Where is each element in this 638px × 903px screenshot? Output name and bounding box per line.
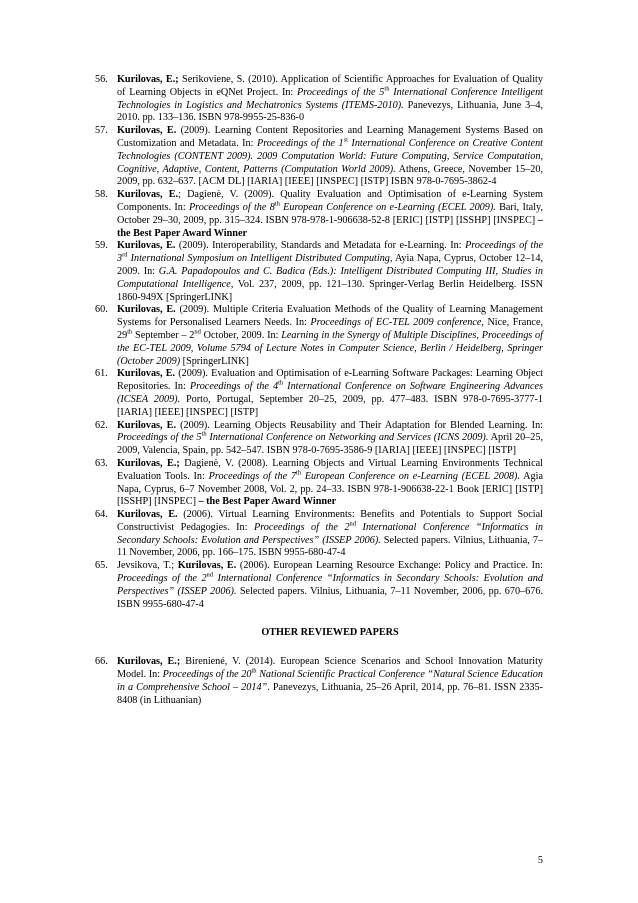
reference-text: th	[384, 85, 390, 93]
proceedings-title: International Symposium on Intelligent Distributed Computing,	[127, 253, 393, 265]
reference-number: 63.	[95, 457, 108, 469]
reference-entry	[95, 560, 543, 611]
reference-list	[95, 74, 543, 707]
author-name: – the Best Paper Award Winner	[198, 496, 337, 508]
page-number: 5	[537, 855, 543, 866]
proceedings-title: Proceedings of the 20	[162, 669, 252, 681]
proceedings-title: Proceedings of the 8	[188, 201, 275, 213]
proceedings-title: G.A. Papadopoulos and C. Badica (Eds.): Intelligent Distributed Computing III, Studies in Computational Intelligence	[117, 265, 543, 290]
proceedings-title: Proceedings of the 5	[117, 432, 202, 444]
author-name: Kurilovas, E.	[177, 560, 237, 572]
reference-text: (2009). Evaluation and Optimisation of e-Learning Software Packages: Learning Object Repositories. In:	[117, 368, 543, 393]
reference-text: , Nice, France, 29	[117, 317, 544, 341]
proceedings-title: European Conference on e-Learning (ECEL 2009).	[279, 201, 496, 213]
author-name: – the Best Paper Award Winner	[117, 214, 543, 239]
proceedings-title: Proceedings of the 2	[117, 573, 207, 585]
reference-number: 66.	[95, 656, 108, 668]
proceedings-title: Learning in the Synergy of Multiple Disciplines, Proceedings of the EC-TEL 2009, Volume 5794 of Lecture Notes in Computer Science, Berlin / Heidelberg, Springer (October 2009)	[117, 329, 543, 367]
reference-text: th	[295, 469, 302, 477]
reference-text: nd	[206, 571, 214, 579]
reference-text: Bari, Italy, October 29–30, 2009, pp. 315–324. ISBN 978-978-1-906638-52-8 [ERIC] [ISTP] [ISSHP] [INSPEC]	[117, 201, 544, 226]
author-name: Kurilovas, E.	[117, 509, 178, 521]
proceedings-title: International Conference on Creative Content Technologies (CONTENT 2009). 2009 Computation World: Future Computing, Service Computation, Cognitive, Adaptive, Content, Patterns (Computation World 2009).	[117, 137, 543, 175]
proceedings-title: National Scientific Practical Conference “Natural Science Education in a Comprehensive School – 2014”	[117, 669, 543, 693]
proceedings-title: International Conference “Informatics in Secondary Schools: Evolution and Perspectives” (ISSEP 2006).	[117, 521, 544, 546]
reference-text: (2009). Learning Content Repositories and Learning Management Systems Based on Customization and Metadata. In:	[117, 125, 543, 149]
author-name: Kurilovas, E.	[117, 368, 176, 380]
reference-text: (2009). Interoperability, Standards and Metadata for e-Learning. In:	[175, 240, 466, 252]
proceedings-title: International Conference Intelligent Technologies in Logistics and Mechatronics Systems (ITEMS-2010).	[117, 86, 543, 111]
reference-text: Dagienė, V. (2008). Learning Objects and Virtual Learning Environments Technical Evaluation Tools. In:	[117, 457, 543, 482]
reference-text: , Vol. 237, 2009, pp. 121–130. Springer-Verlag Berlin Heidelberg. ISSN 1860-949X [SpringerLINK]	[117, 278, 543, 303]
proceedings-title: Proceedings of the 4	[189, 381, 279, 393]
reference-text: Panevezys, Lithuania, June 3–4, 2010. pp. 133–136. ISBN 978-9955-25-836-0	[117, 99, 543, 124]
author-name: Kurilovas, E.	[117, 125, 177, 137]
reference-entry	[95, 509, 543, 560]
section-heading: OTHER REVIEWED PAPERS	[261, 627, 399, 639]
proceedings-title: Proceedings of the 3	[117, 240, 543, 265]
reference-text: th	[251, 667, 257, 675]
author-name: Kurilovas, E.	[117, 240, 176, 252]
reference-entry	[95, 656, 543, 707]
reference-text: Ayia Napa, Cyprus, October 12–14, 2009. In:	[117, 253, 543, 277]
reference-number: 61.	[95, 368, 108, 380]
reference-text: th	[278, 379, 284, 387]
proceedings-title: International Conference on Networking and Services (ICNS 2009).	[206, 432, 489, 444]
reference-entry	[95, 420, 543, 458]
reference-entry	[95, 304, 543, 368]
reference-entry	[95, 368, 543, 419]
reference-text: Serikoviene, S. (2010). Application of Scientific Approaches for Evaluation of Quality of Learning Objects in eQNet Project. In:	[117, 74, 543, 98]
other-reviewed-papers	[95, 656, 543, 707]
reference-number: 65.	[95, 560, 108, 572]
reference-text: th	[127, 328, 133, 336]
proceedings-title: Proceedings of EC-TEL 2009 conference	[310, 317, 482, 329]
reference-text: nd	[194, 328, 201, 336]
reference-text: th	[274, 200, 280, 208]
reference-number: 58.	[95, 189, 108, 201]
reference-entry	[95, 240, 543, 304]
reference-entry	[95, 74, 543, 125]
proceedings-title: International Conference “Informatics in Secondary Schools: Evolution and Perspectives” (ISSEP 2006).	[117, 573, 543, 597]
reference-text: Selected papers. Vilnius, Lithuania, 7–11 November, 2006, pp. 166–175. ISBN 9955-680-47-4	[117, 534, 544, 559]
proceedings-title: Proceedings of the 2	[253, 521, 350, 533]
proceedings-title: Proceedings of the 1	[256, 137, 344, 149]
author-name: Kurilovas, E.;	[117, 74, 179, 85]
author-name: Kurilovas, E.;	[117, 457, 180, 469]
reference-text: Selected papers. Vilnius, Lithuania, 7–11 November, 2006, pp. 670–676. ISBN 9955-680-47-4	[117, 585, 543, 610]
reference-text: (2009). Multiple Criteria Evaluation Methods of the Quality of Learning Management Systems for Personalised Learners Needs. In:	[117, 304, 543, 329]
reference-text: Porto, Portugal, September 20–25, 2009, pp. 477–483. ISBN 978-0-7695-3777-1 [IARIA] [IEEE] [INSPEC] [ISTP]	[117, 393, 544, 418]
author-name: Kurilovas, E.	[117, 419, 177, 431]
reference-text: st	[343, 136, 348, 144]
reference-entry	[95, 458, 543, 509]
reference-text: April 20–25, 2009, Valencia, Spain, pp. 542–547. ISBN 978-0-7695-3586-9 [IARIA] [IEEE] [INSPEC] [ISTP]	[117, 432, 544, 457]
reference-text: Bireniené, V. (2014). European Science Scenarios and School Innovation Maturity Model. In:	[117, 656, 543, 681]
reference-number: 64.	[95, 509, 108, 521]
proceedings-title: Proceedings of the 7	[208, 470, 296, 482]
reference-text: (2009). Learning Objects Reusability and Their Adaptation for Blended Learning. In:	[176, 419, 543, 431]
proceedings-title: Proceedings of the 5	[297, 86, 385, 98]
reference-number: 56.	[95, 74, 108, 85]
reference-text: rd	[122, 251, 128, 259]
reference-text: th	[201, 430, 207, 438]
author-name: Kurilovas, E.	[117, 304, 176, 316]
reference-text: (2006). European Learning Resource Exchange: Policy and Practice. In:	[236, 560, 543, 572]
reference-entry	[95, 125, 543, 189]
proceedings-title: European Conference on e-Learning (ECEL 2008).	[301, 470, 520, 482]
reference-text: ; Dagienė, V. (2009). Quality Evaluation and Optimisation of e-Learning System Components. In:	[117, 189, 543, 213]
reference-text: [SpringerLINK]	[180, 355, 249, 367]
reference-text: October, 2009. In:	[200, 329, 282, 341]
reference-text: Jevsikova, T.;	[117, 560, 178, 572]
reference-text: Athens, Greece, November 15–20, 2009, pp. 632–637. [ACM DL] [IARIA] [IEEE] [INSPEC] [ISTP] ISBN 978-0-7695-3862-4	[117, 163, 543, 188]
reference-number: 62.	[95, 419, 108, 431]
reference-number: 60.	[95, 304, 108, 316]
reviewed-conference-papers	[95, 74, 543, 611]
reference-number: 57.	[95, 125, 108, 137]
reference-number: 59.	[95, 240, 108, 252]
reference-text: (2006). Virtual Learning Environments: Benefits and Potentials to Support Social Constructivist Pedagogies. In:	[117, 509, 543, 533]
reference-text: nd	[349, 520, 357, 528]
author-name: Kurilovas, E.;	[117, 656, 181, 668]
reference-text: September – 2	[132, 329, 195, 341]
reference-text: . Panevezys, Lithuania, 25–26 April, 2014, pp. 76–81. ISSN 2335-8408 (in Lithuanian)	[117, 681, 544, 706]
author-name: Kurilovas, E.	[117, 189, 179, 201]
reference-text: Agia Napa, Cyprus, 6–7 November 2008, Vol. 2, pp. 24–33. ISBN 978-1-906638-22-1 Book [ERIC] [ISTP] [ISSHP] [INSPEC]	[117, 470, 543, 508]
proceedings-title: International Conference on Software Engineering Advances (ICSEA 2009).	[117, 381, 543, 405]
reference-entry	[95, 189, 543, 240]
